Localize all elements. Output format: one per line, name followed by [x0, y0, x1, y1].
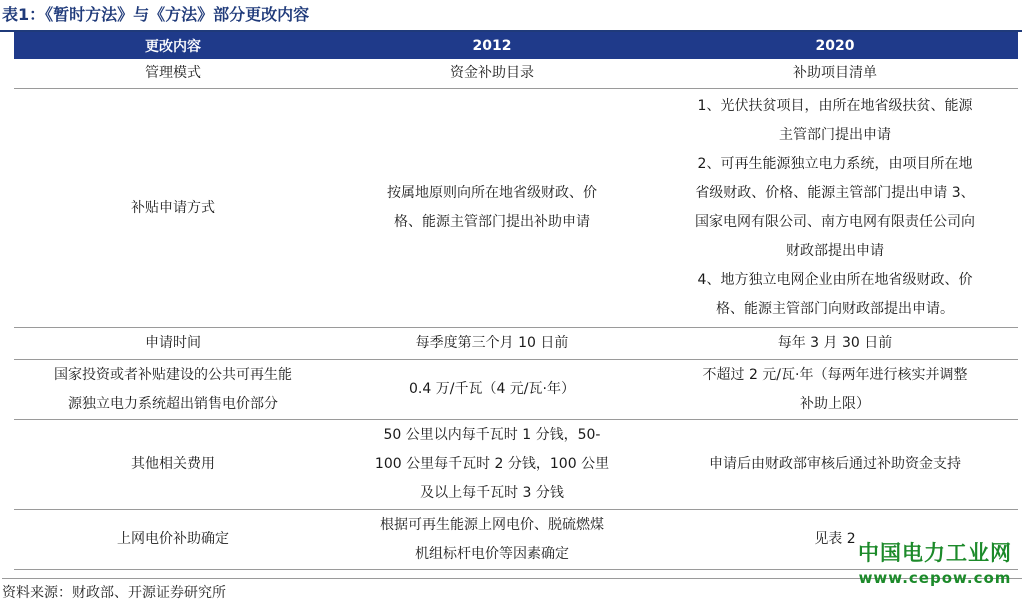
table-row: [14, 328, 1018, 360]
header-2012: 2012: [332, 32, 652, 59]
watermark-url: www.cepow.com: [858, 569, 1012, 587]
cell-2020: 申请后由财政部审核后通过补助资金支持: [652, 420, 1018, 510]
cell-2012: 根据可再生能源上网电价、脱硫燃煤 机组标杆电价等因素确定: [332, 510, 652, 570]
row-label: 国家投资或者补贴建设的公共可再生能 源独立电力系统超出销售电价部分: [14, 360, 332, 420]
table-row: [14, 420, 1018, 510]
source-note: 资料来源：财政部、开源证券研究所: [2, 578, 1022, 602]
row-label: 其他相关费用: [14, 420, 332, 510]
cell-2020: 每年 3 月 30 日前: [652, 328, 1018, 360]
cell-2012: 0.4 万/千瓦（4 元/瓦·年）: [332, 360, 652, 420]
table-row: [14, 360, 1018, 420]
cell-2020: 1、光伏扶贫项目，由所在地省级扶贫、能源 主管部门提出申请 2、可再生能源独立电力系统，由项目所在地 省级财政、价格、能源主管部门提出申请 3、 国家电网有限公司、南方电网有限责任公司向 财政部提出申请 4、地方独立电网企业由所在地省级财政、价 格、能源主管部门向财政部提出申请。: [652, 89, 1018, 328]
row-label: 申请时间: [14, 328, 332, 360]
row-label: 管理模式: [14, 59, 332, 89]
table-row: [14, 89, 1018, 328]
cell-2012: 每季度第三个月 10 日前: [332, 328, 652, 360]
cell-2012: 资金补助目录: [332, 59, 652, 89]
watermark-logo: [858, 537, 1012, 587]
cell-2020: 补助项目清单: [652, 59, 1018, 89]
header-2020: 2020: [652, 32, 1018, 59]
row-label: 补贴申请方式: [14, 89, 332, 328]
cell-2020: 见表 2: [652, 510, 1018, 570]
cell-2012: 50 公里以内每千瓦时 1 分钱，50- 100 公里每千瓦时 2 分钱，100 公里 及以上每千瓦时 3 分钱: [332, 420, 652, 510]
watermark-name: 中国电力工业网: [858, 541, 1012, 565]
table-header-row: [14, 32, 1018, 59]
row-label: 上网电价补助确定: [14, 510, 332, 570]
cell-2020: 不超过 2 元/瓦·年（每两年进行核实并调整 补助上限）: [652, 360, 1018, 420]
table-row: [14, 59, 1018, 89]
table-caption: 表1：《暂时方法》与《方法》部分更改内容: [2, 5, 310, 24]
header-change-content: 更改内容: [14, 32, 332, 59]
cell-2012: 按属地原则向所在地省级财政、价 格、能源主管部门提出补助申请: [332, 89, 652, 328]
comparison-table: [14, 32, 1018, 570]
